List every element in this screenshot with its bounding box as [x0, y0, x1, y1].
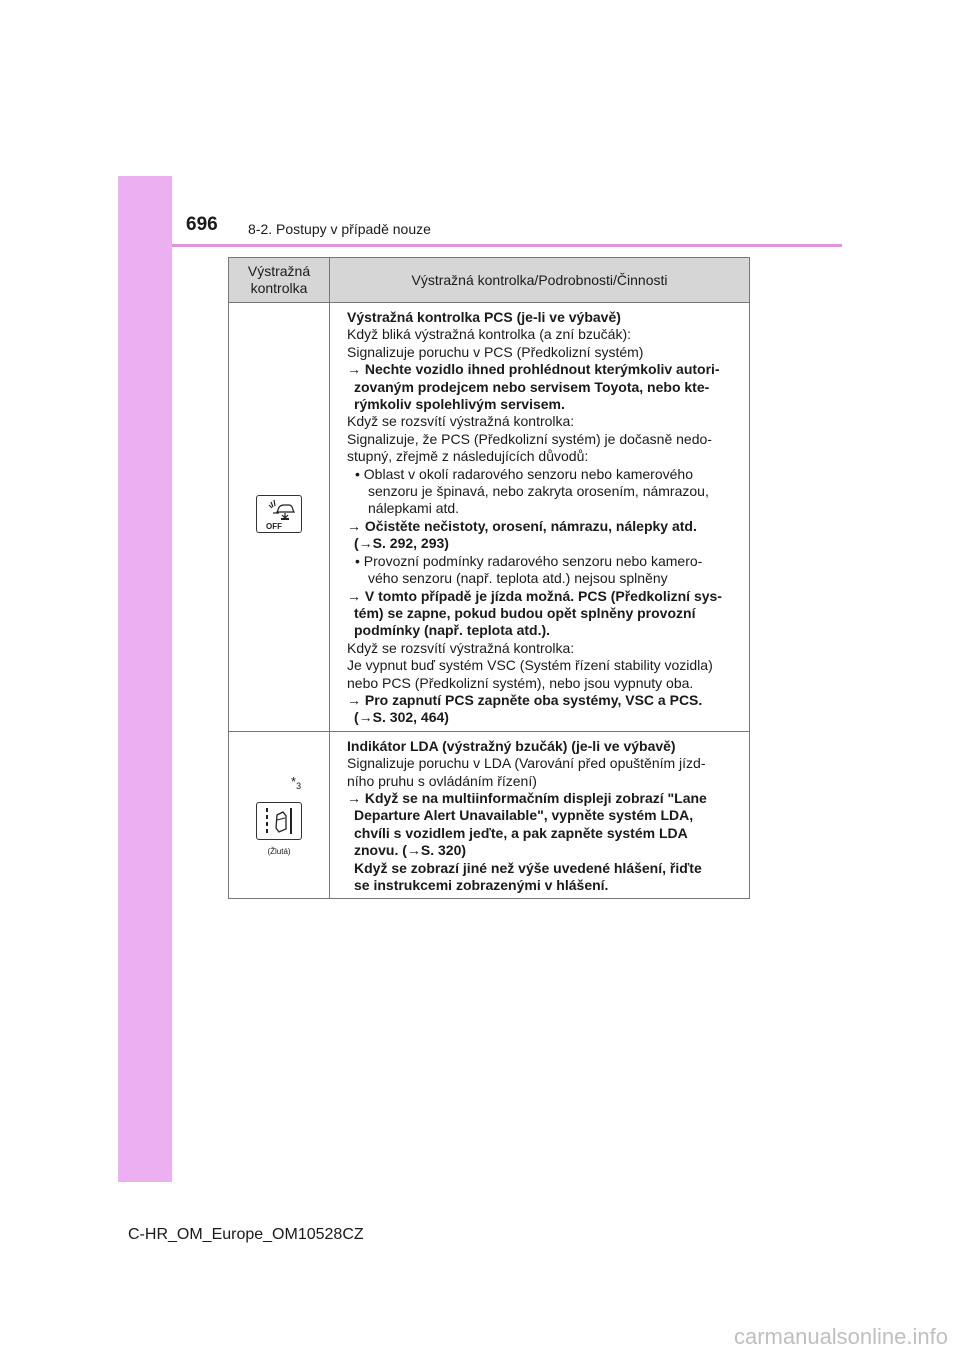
side-band	[118, 176, 172, 1182]
text-line: Je vypnut buď systém VSC (Systém řízení stability vozidla)	[347, 657, 713, 674]
action-line: → V tomto případě je jízda možná. PCS (Předkolizní sys-	[347, 587, 722, 604]
col-header-details: Výstražná kontrolka/Podrobnosti/Činnosti	[330, 258, 750, 303]
page-reference: (→S. 292, 293)	[354, 535, 449, 552]
lda-icon-cell	[229, 731, 330, 899]
svg-text:OFF: OFF	[266, 522, 282, 532]
text-line: Signalizuje poruchu v LDA (Varování před opuštěním jízd-	[347, 755, 706, 772]
text-line: Když se rozsvítí výstražná kontrolka:	[347, 639, 575, 656]
table-row-lda	[229, 731, 750, 899]
action-line: podmínky (např. teplota atd.).	[354, 622, 551, 639]
document-code: C-HR_OM_Europe_OM10528CZ	[128, 1226, 364, 1243]
col-header-warning-light: Výstražná kontrolka	[229, 258, 330, 303]
page-reference: (→S. 302, 464)	[354, 709, 449, 726]
lda-lane-icon	[256, 802, 302, 840]
bullet-line: • Oblast v okolí radarového senzoru nebo kamerového	[355, 465, 693, 482]
warning-table	[228, 257, 750, 899]
action-line: chvíli s vozidlem jeďte, a pak zapněte systém LDA	[354, 824, 688, 841]
text-line: nebo PCS (Předkolizní systém), nebo jsou vypnuty oba.	[347, 674, 694, 691]
text-line: Signalizuje poruchu v PCS (Předkolizní systém)	[347, 343, 644, 360]
action-line: zovaným prodejcem nebo servisem Toyota, nebo kte-	[354, 378, 710, 395]
pcs-description	[330, 303, 750, 732]
action-line: tém) se zapne, pokud budou opět splněny provozní	[354, 604, 696, 621]
action-line: → Očistěte nečistoty, orosení, námrazu, nálepky atd.	[347, 517, 697, 534]
action-line: se instrukcemi zobrazenými v hlášení.	[354, 877, 609, 893]
watermark: carmanualsonline.info	[733, 1324, 948, 1349]
color-note: (Žlutá)	[267, 847, 291, 857]
action-line: → Nechte vozidlo ihned prohlédnout kterýmkoliv autori-	[347, 361, 720, 378]
pcs-icon-cell	[229, 303, 330, 732]
bullet-line: nálepkami atd.	[368, 500, 460, 517]
text-line: stupný, zřejmě z následujících důvodů:	[347, 448, 589, 465]
text-line: Když bliká výstražná kontrolka (a zní bzučák):	[347, 326, 632, 343]
header-rule	[172, 244, 842, 247]
text-line: Signalizuje, že PCS (Předkolizní systém) je dočasně nedo-	[347, 430, 712, 447]
bullet-line: vého senzoru (např. teplota atd.) nejsou splněny	[368, 570, 668, 587]
page-reference: znovu. (→S. 320)	[354, 842, 467, 859]
table-header-row	[229, 258, 750, 303]
text-line: Když se rozsvítí výstražná kontrolka:	[347, 413, 575, 430]
section-title: 8-2. Postupy v případě nouze	[248, 221, 431, 237]
lda-description	[330, 731, 750, 899]
table-row-pcs	[229, 303, 750, 732]
page-number: 696	[186, 214, 218, 235]
lda-title: Indikátor LDA (výstražný bzučák) (je-li ve výbavě)	[347, 737, 676, 754]
bullet-line: • Provozní podmínky radarového senzoru nebo kamero-	[355, 552, 703, 569]
action-line: → Když se na multiinformačním displeji zobrazí "Lane	[347, 789, 707, 806]
bullet-line: senzoru je špinavá, nebo zakryta orosením, námrazou,	[368, 483, 709, 500]
action-line: Departure Alert Unavailable", vypněte systém LDA,	[354, 807, 694, 824]
pcs-off-icon	[256, 495, 302, 533]
pcs-title: Výstražná kontrolka PCS (je-li ve výbavě)	[347, 309, 621, 325]
footnote-marker: $*_3$	[291, 773, 302, 791]
text-line: ního pruhu s ovládáním řízení)	[347, 772, 537, 789]
action-line: rýmkoliv spolehlivým servisem.	[354, 396, 565, 413]
action-line: Když se zobrazí jiné než výše uvedené hlášení, řiďte	[354, 859, 702, 876]
action-line: → Pro zapnutí PCS zapněte oba systémy, VSC a PCS.	[347, 691, 703, 708]
